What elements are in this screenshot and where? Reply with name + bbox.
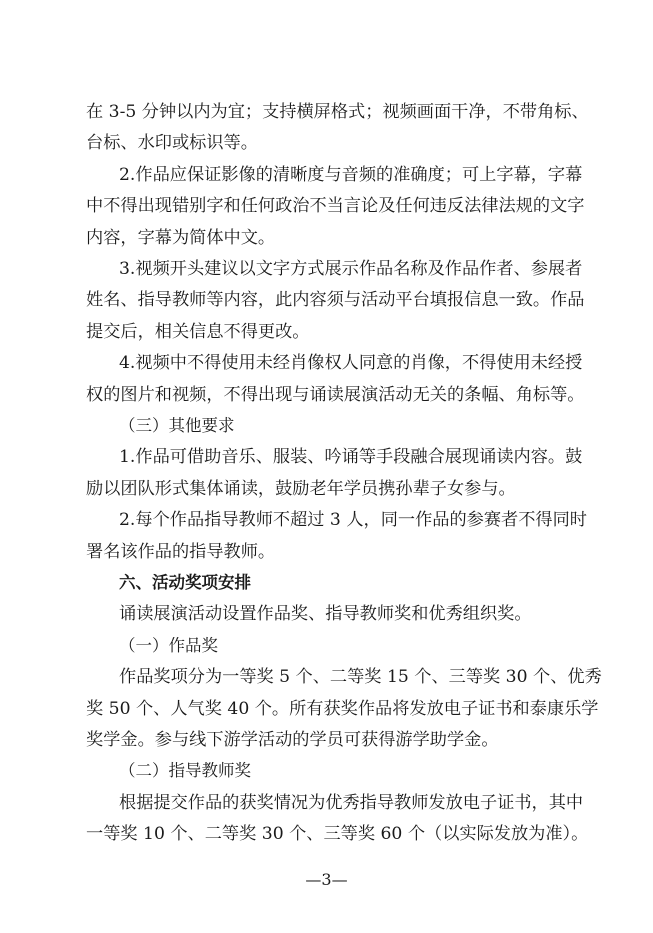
text-line: 诵读展演活动设置作品奖、指导教师奖和优秀组织奖。 (119, 604, 532, 624)
text-line: 署名该作品的指导教师。 (86, 542, 276, 562)
section-heading-other-requirements: （三）其他要求 (119, 416, 235, 435)
text-line: 根据提交作品的获奖情况为优秀指导教师发放电子证书，其中 (119, 793, 584, 813)
page-number: —3— (305, 870, 348, 889)
text-line: 内容，字幕为简体中文。 (86, 228, 276, 248)
text-line: 中不得出现错别字和任何政治不当言论及任何违反法律法规的文字 (86, 196, 585, 216)
text-line: 3.视频开头建议以文字方式展示作品名称及作品作者、参展者 (119, 259, 583, 279)
text-line: 1.作品可借助音乐、服装、吟诵等手段融合展现诵读内容。鼓 (119, 447, 583, 467)
text-line: 2.每个作品指导教师不超过 3 人，同一作品的参赛者不得同时 (119, 510, 587, 530)
text-line: 奖学金。参与线下游学活动的学员可获得游学助学金。 (86, 730, 499, 750)
text-line: 4.视频中不得使用未经肖像权人同意的肖像，不得使用未经授 (119, 353, 583, 373)
text-line: 2.作品应保证影像的清晰度与音频的准确度；可上字幕，字幕 (119, 165, 583, 185)
text-line: 提交后，相关信息不得更改。 (86, 322, 310, 342)
section-heading-awards: 六、活动奖项安排 (119, 573, 251, 592)
text-line: 励以团队形式集体诵读，鼓励老年学员携孙辈子女参与。 (86, 479, 516, 499)
subsection-heading-teacher-award: （二）指导教师奖 (119, 761, 251, 780)
text-line: 奖 50 个、人气奖 40 个。所有获奖作品将发放电子证书和泰康乐学 (86, 699, 599, 719)
text-line: 权的图片和视频，不得出现与诵读展演活动无关的条幅、角标等。 (86, 385, 585, 405)
text-line: 在 3-5 分钟以内为宜；支持横屏格式；视频画面干净，不带角标、 (86, 102, 589, 122)
text-line: 台标、水印或标识等。 (86, 133, 258, 153)
subsection-heading-work-award: （一）作品奖 (119, 636, 218, 655)
text-line: 姓名、指导教师等内容，此内容须与活动平台填报信息一致。作品 (86, 290, 585, 310)
text-line: 一等奖 10 个、二等奖 30 个、三等奖 60 个（以实际发放为准）。 (86, 824, 589, 844)
text-line: 作品奖项分为一等奖 5 个、二等奖 15 个、三等奖 30 个、优秀 (119, 667, 602, 687)
